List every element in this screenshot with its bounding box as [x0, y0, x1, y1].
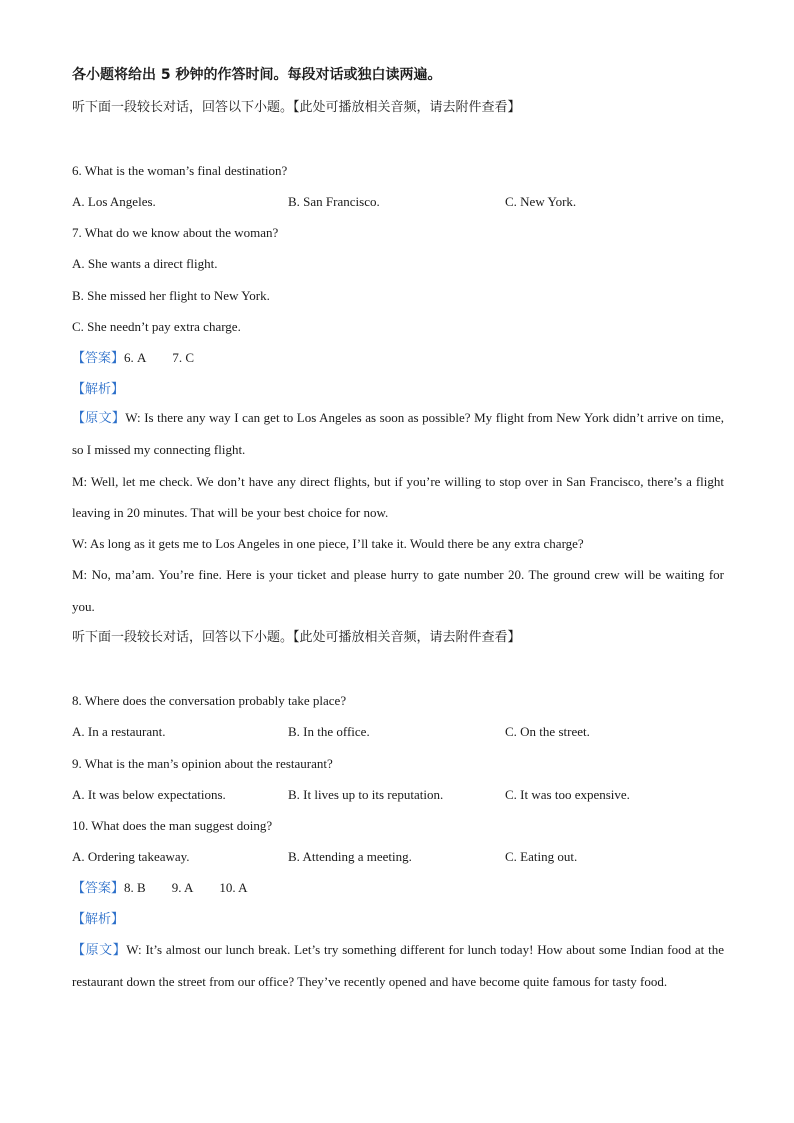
answer-value: 8. B	[124, 880, 146, 895]
question-6: 6. What is the woman’s final destination?	[72, 163, 288, 178]
option-b: B. Attending a meeting.	[288, 849, 412, 864]
transcript-line: 【原文】W: Is there any way I can get to Los Angeles as soon as possible? My flight from New York didn’t arrive on time, so I missed my connecting flight.	[72, 410, 724, 458]
original-tag: 【原文】	[72, 943, 127, 958]
listen-prompt-1: 听下面一段较长对话，回答以下小题。【此处可播放相关音频，请去附件查看】	[72, 100, 521, 115]
answer-line-2	[72, 879, 732, 898]
option-a: A. It was below expectations.	[72, 787, 226, 802]
option-b: B. It lives up to its reputation.	[288, 787, 444, 802]
answer-tag: 【答案】	[72, 881, 125, 896]
transcript-1	[72, 402, 724, 622]
question-7-option-a: A. She wants a direct flight.	[72, 256, 218, 271]
option-c: C. New York.	[505, 194, 577, 209]
transcript-line: M: No, ma’am. You’re fine. Here is your ticket and please hurry to gate number 20. The ground crew will be waiting for you.	[72, 567, 724, 614]
analysis-tag: 【解析】	[72, 912, 125, 927]
analysis-heading-1	[72, 380, 732, 399]
question-8: 8. Where does the conversation probably take place?	[72, 693, 347, 708]
option-c: C. Eating out.	[505, 849, 578, 864]
option-b: B. San Francisco.	[288, 194, 380, 209]
option-a: A. In a restaurant.	[72, 724, 166, 739]
answer-value: 7. C	[172, 350, 195, 365]
answer-value: 9. A	[171, 880, 194, 895]
transcript-line: 【原文】W: It’s almost our lunch break. Let’s try something different for lunch today! How about some Indian food at the restaurant down the street from our office? They’ve recently opened and have become quite famous for tasty food.	[72, 942, 724, 990]
option-a: A. Ordering takeaway.	[72, 849, 190, 864]
answer-value: 10. A	[219, 880, 248, 895]
analysis-tag: 【解析】	[72, 382, 125, 397]
analysis-heading-2	[72, 910, 732, 929]
question-7: 7. What do we know about the woman?	[72, 225, 279, 240]
question-10: 10. What does the man suggest doing?	[72, 818, 273, 833]
option-c: C. On the street.	[505, 724, 590, 739]
answer-value: 6. A	[124, 350, 147, 365]
question-7-option-c: C. She needn’t pay extra charge.	[72, 319, 241, 334]
transcript-2	[72, 934, 724, 998]
original-tag: 【原文】	[72, 411, 126, 426]
option-c: C. It was too expensive.	[505, 787, 630, 802]
instruction-text: 各小题将给出 5 秒钟的作答时间。每段对话或独白读两遍。	[72, 67, 442, 83]
answer-line-1	[72, 349, 732, 368]
question-7-option-b: B. She missed her flight to New York.	[72, 288, 270, 303]
answer-tag: 【答案】	[72, 351, 125, 366]
transcript-line: W: As long as it gets me to Los Angeles in one piece, I’ll take it. Would there be any extra charge?	[72, 536, 584, 552]
listen-prompt-2: 听下面一段较长对话，回答以下小题。【此处可播放相关音频，请去附件查看】	[72, 630, 521, 645]
option-a: A. Los Angeles.	[72, 194, 156, 209]
question-9: 9. What is the man’s opinion about the restaurant?	[72, 756, 333, 771]
transcript-line: M: Well, let me check. We don’t have any direct flights, but if you’re willing to stop over in San Francisco, there’s a flight leaving in 20 minutes. That will be your best choice for now.	[72, 473, 724, 520]
option-b: B. In the office.	[288, 724, 370, 739]
